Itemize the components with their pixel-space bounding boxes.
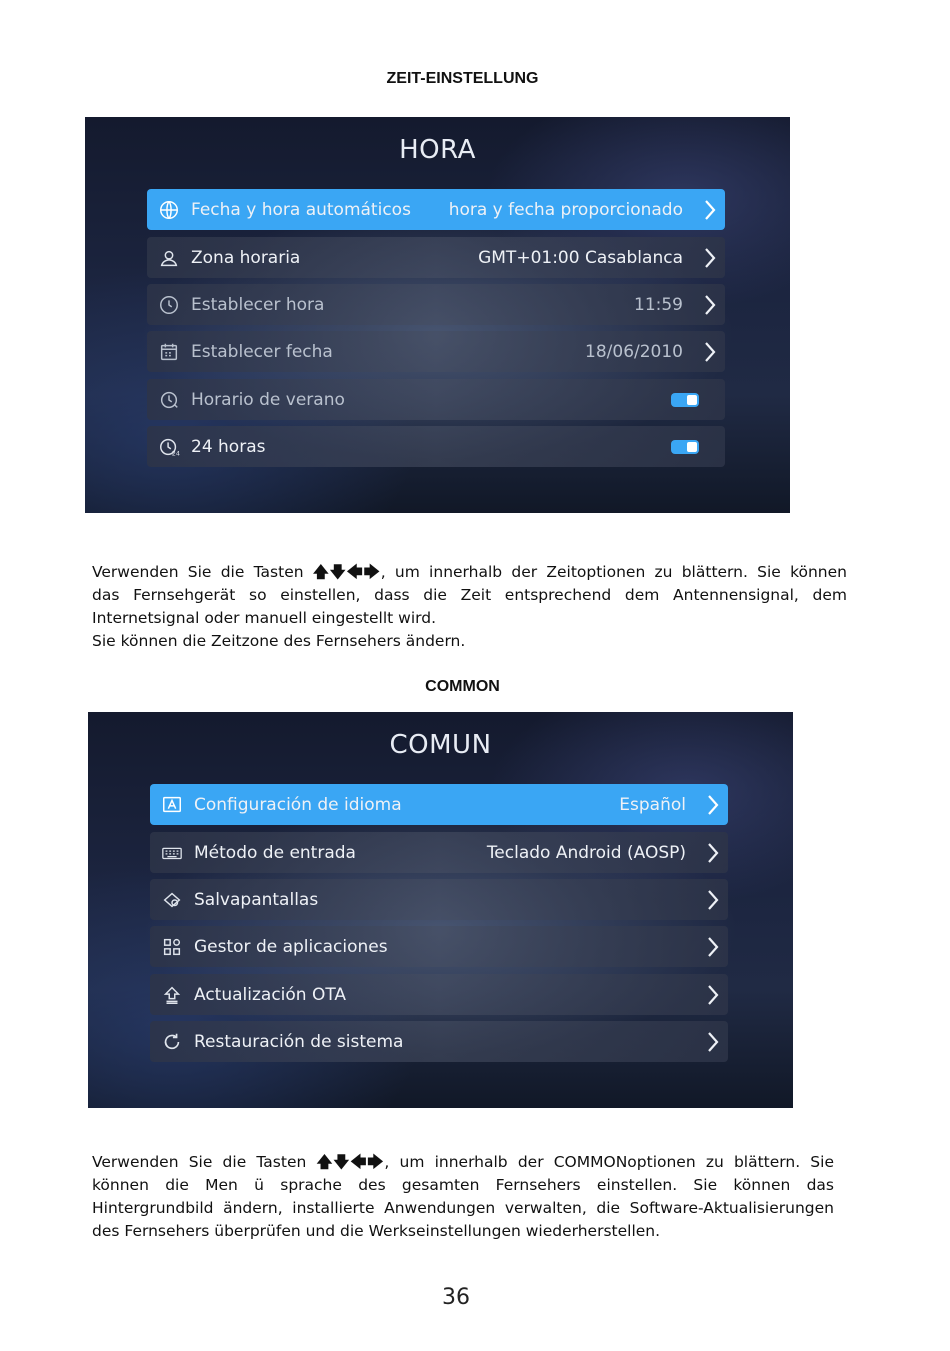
paragraph-line: Hintergrundbild ändern, installierte Anwendungen verwalten, die Software-Aktualisierungen	[92, 1199, 834, 1217]
row-value: GMT+01:00 Casablanca	[478, 247, 683, 268]
row-label: 24 horas	[191, 436, 266, 457]
row-time-zone[interactable]	[147, 237, 725, 278]
daylight-clock-icon	[147, 379, 191, 420]
row-value: Español	[619, 794, 686, 815]
chevron-right-icon	[695, 284, 725, 325]
row-ota-update[interactable]	[150, 974, 728, 1015]
screen-title: COMUN	[389, 730, 492, 760]
row-set-date[interactable]	[147, 331, 725, 372]
calendar-icon	[147, 331, 191, 372]
row-label: Horario de verano	[191, 389, 345, 410]
svg-text:24: 24	[171, 448, 180, 457]
paragraph-line: Internetsignal oder manuell eingestellt wird.	[92, 609, 436, 627]
row-label: Gestor de aplicaciones	[194, 936, 388, 957]
globe-clock-icon	[147, 189, 191, 230]
paragraph-line: Verwenden Sie die Tasten 🡅🡇🡄🡆, um innerhalb der COMMONoptionen zu blättern. Sie	[92, 1153, 834, 1171]
row-label: Restauración de sistema	[194, 1031, 404, 1052]
arrow-keys-icon: 🡅🡇🡄🡆	[312, 563, 381, 581]
row-label: Configuración de idioma	[194, 794, 402, 815]
paragraph-line: des Fernsehers überprüfen und die Werkseinstellungen wiederherstellen.	[92, 1222, 661, 1240]
row-24-hours[interactable]	[147, 426, 725, 467]
page-number: 36	[442, 1285, 470, 1310]
chevron-right-icon	[698, 784, 728, 825]
row-app-manager[interactable]	[150, 926, 728, 967]
daylight-toggle[interactable]	[671, 393, 699, 407]
paragraph-line: Verwenden Sie die Tasten 🡅🡇🡄🡆, um innerhalb der Zeitoptionen zu blättern. Sie können	[92, 563, 847, 581]
hora-settings-screen	[85, 117, 790, 513]
24h-clock-icon	[147, 426, 191, 467]
row-label: Actualización OTA	[194, 984, 347, 1005]
row-label: Establecer fecha	[191, 341, 333, 362]
clock-icon	[147, 284, 191, 325]
chevron-right-icon	[698, 926, 728, 967]
chevron-right-icon	[698, 879, 728, 920]
row-label: Método de entrada	[194, 842, 356, 863]
arrow-keys-icon: 🡅🡇🡄🡆	[316, 1153, 385, 1171]
ota-update-icon	[150, 974, 194, 1015]
screensaver-icon	[150, 879, 194, 920]
chevron-right-icon	[695, 331, 725, 372]
section-heading-common: COMMON	[425, 678, 500, 695]
paragraph-line: können die Men ü sprache des gesamten Fernsehers einstellen. Sie können das	[92, 1176, 834, 1194]
language-icon	[150, 784, 194, 825]
row-label: Fecha y hora automáticos	[191, 199, 411, 220]
chevron-right-icon	[695, 189, 725, 230]
paragraph-line: Sie können die Zeitzone des Fernsehers ändern.	[92, 632, 466, 650]
section-heading-zeit: ZEIT-EINSTELLUNG	[386, 70, 539, 87]
chevron-right-icon	[698, 974, 728, 1015]
screen-title: HORA	[399, 135, 476, 165]
row-system-restore[interactable]	[150, 1021, 728, 1062]
row-label: Salvapantallas	[194, 889, 319, 910]
chevron-right-icon	[698, 832, 728, 873]
row-screensaver[interactable]	[150, 879, 728, 920]
keyboard-icon	[150, 832, 194, 873]
row-auto-date-time[interactable]	[147, 189, 725, 230]
chevron-right-icon	[695, 237, 725, 278]
24h-toggle[interactable]	[671, 440, 699, 454]
row-set-time[interactable]	[147, 284, 725, 325]
chevron-right-icon	[698, 1021, 728, 1062]
paragraph-common	[92, 1151, 834, 1243]
comun-settings-screen	[88, 712, 793, 1108]
restore-icon	[150, 1021, 194, 1062]
row-value: hora y fecha proporcionado	[448, 199, 683, 220]
apps-grid-icon	[150, 926, 194, 967]
row-value: 18/06/2010	[585, 341, 683, 362]
row-daylight-saving[interactable]	[147, 379, 725, 420]
location-person-icon	[147, 237, 191, 278]
row-label: Zona horaria	[191, 247, 301, 268]
row-value: 11:59	[634, 294, 683, 315]
row-label: Establecer hora	[191, 294, 325, 315]
row-input-method[interactable]	[150, 832, 728, 873]
row-language[interactable]	[150, 784, 728, 825]
paragraph-line: das Fernsehgerät so einstellen, dass die Zeit entsprechend dem Antennensignal, dem	[92, 586, 847, 604]
row-value: Teclado Android (AOSP)	[486, 842, 686, 863]
paragraph-zeit	[92, 561, 847, 653]
